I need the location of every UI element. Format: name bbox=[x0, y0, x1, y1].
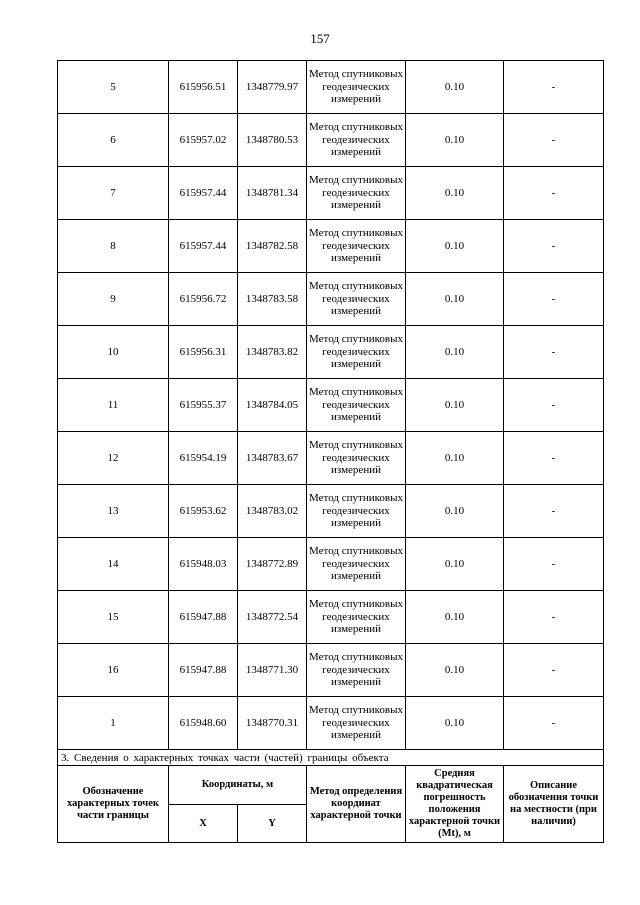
method-cell: Метод спутниковых геодезических измерений bbox=[307, 273, 406, 326]
table-row bbox=[58, 114, 604, 167]
point-number: 15 bbox=[58, 591, 169, 644]
coordinate-x: 615954.19 bbox=[169, 432, 238, 485]
point-description: - bbox=[504, 220, 604, 273]
accuracy-value: 0.10 bbox=[406, 538, 504, 591]
point-description: - bbox=[504, 167, 604, 220]
method-cell: Метод спутниковых геодезических измерений bbox=[307, 326, 406, 379]
point-number: 8 bbox=[58, 220, 169, 273]
coordinate-y: 1348783.82 bbox=[238, 326, 307, 379]
table-row bbox=[58, 485, 604, 538]
point-description: - bbox=[504, 61, 604, 114]
table-row bbox=[58, 644, 604, 697]
coordinate-y: 1348783.58 bbox=[238, 273, 307, 326]
point-number: 6 bbox=[58, 114, 169, 167]
coordinate-x: 615948.03 bbox=[169, 538, 238, 591]
point-description: - bbox=[504, 379, 604, 432]
coordinate-y: 1348779.97 bbox=[238, 61, 307, 114]
coordinate-x: 615955.37 bbox=[169, 379, 238, 432]
boundary-points-table bbox=[57, 60, 604, 843]
accuracy-value: 0.10 bbox=[406, 273, 504, 326]
accuracy-value: 0.10 bbox=[406, 485, 504, 538]
coordinate-x: 615957.44 bbox=[169, 167, 238, 220]
point-number: 13 bbox=[58, 485, 169, 538]
point-number: 5 bbox=[58, 61, 169, 114]
method-cell: Метод спутниковых геодезических измерений bbox=[307, 591, 406, 644]
coordinate-y: 1348770.31 bbox=[238, 697, 307, 750]
point-description: - bbox=[504, 644, 604, 697]
coordinate-x: 615956.72 bbox=[169, 273, 238, 326]
coordinate-x: 615948.60 bbox=[169, 697, 238, 750]
table-row bbox=[58, 61, 604, 114]
header-coordinates: Координаты, м bbox=[169, 766, 307, 805]
accuracy-value: 0.10 bbox=[406, 379, 504, 432]
coordinate-y: 1348771.30 bbox=[238, 644, 307, 697]
point-description: - bbox=[504, 432, 604, 485]
coordinate-y: 1348783.67 bbox=[238, 432, 307, 485]
section-3-header bbox=[58, 750, 604, 843]
header-accuracy: Средняя квадратическая погрешность положения характерной точки (Mt), м bbox=[406, 766, 504, 843]
point-description: - bbox=[504, 273, 604, 326]
table-row bbox=[58, 273, 604, 326]
point-description: - bbox=[504, 697, 604, 750]
point-description: - bbox=[504, 591, 604, 644]
header-x: X bbox=[169, 805, 238, 843]
method-cell: Метод спутниковых геодезических измерений bbox=[307, 379, 406, 432]
table-row bbox=[58, 591, 604, 644]
point-number: 7 bbox=[58, 167, 169, 220]
table-row bbox=[58, 220, 604, 273]
method-cell: Метод спутниковых геодезических измерений bbox=[307, 644, 406, 697]
point-number: 14 bbox=[58, 538, 169, 591]
point-number: 16 bbox=[58, 644, 169, 697]
coordinate-y: 1348772.54 bbox=[238, 591, 307, 644]
table-row bbox=[58, 697, 604, 750]
table-row bbox=[58, 432, 604, 485]
coordinate-x: 615947.88 bbox=[169, 644, 238, 697]
accuracy-value: 0.10 bbox=[406, 61, 504, 114]
accuracy-value: 0.10 bbox=[406, 591, 504, 644]
coordinate-x: 615956.31 bbox=[169, 326, 238, 379]
method-cell: Метод спутниковых геодезических измерений bbox=[307, 485, 406, 538]
table-row bbox=[58, 167, 604, 220]
page-number: 157 bbox=[310, 31, 330, 46]
method-cell: Метод спутниковых геодезических измерений bbox=[307, 220, 406, 273]
method-cell: Метод спутниковых геодезических измерений bbox=[307, 432, 406, 485]
accuracy-value: 0.10 bbox=[406, 432, 504, 485]
method-cell: Метод спутниковых геодезических измерений bbox=[307, 61, 406, 114]
table-body bbox=[58, 61, 604, 750]
accuracy-value: 0.10 bbox=[406, 167, 504, 220]
method-cell: Метод спутниковых геодезических измерений bbox=[307, 167, 406, 220]
point-description: - bbox=[504, 485, 604, 538]
section-heading: 3. Сведения о характерных точках части (частей) границы объекта bbox=[58, 750, 604, 766]
point-description: - bbox=[504, 538, 604, 591]
coordinate-y: 1348783.02 bbox=[238, 485, 307, 538]
coordinate-y: 1348782.58 bbox=[238, 220, 307, 273]
header-description: Описание обозначения точки на местности (при наличии) bbox=[504, 766, 604, 843]
method-cell: Метод спутниковых геодезических измерений bbox=[307, 114, 406, 167]
coordinate-y: 1348772.89 bbox=[238, 538, 307, 591]
accuracy-value: 0.10 bbox=[406, 697, 504, 750]
coordinate-y: 1348784.05 bbox=[238, 379, 307, 432]
coordinate-y: 1348781.34 bbox=[238, 167, 307, 220]
accuracy-value: 0.10 bbox=[406, 326, 504, 379]
point-number: 11 bbox=[58, 379, 169, 432]
coordinate-x: 615953.62 bbox=[169, 485, 238, 538]
point-number: 10 bbox=[58, 326, 169, 379]
coordinate-x: 615947.88 bbox=[169, 591, 238, 644]
header-method: Метод определения координат характерной точки bbox=[307, 766, 406, 843]
table-row bbox=[58, 379, 604, 432]
point-description: - bbox=[504, 114, 604, 167]
accuracy-value: 0.10 bbox=[406, 220, 504, 273]
accuracy-value: 0.10 bbox=[406, 114, 504, 167]
point-number: 9 bbox=[58, 273, 169, 326]
table-row bbox=[58, 326, 604, 379]
method-cell: Метод спутниковых геодезических измерений bbox=[307, 538, 406, 591]
coordinate-x: 615957.02 bbox=[169, 114, 238, 167]
header-point-designation: Обозначение характерных точек части границы bbox=[58, 766, 169, 843]
coordinate-x: 615957.44 bbox=[169, 220, 238, 273]
header-y: Y bbox=[238, 805, 307, 843]
accuracy-value: 0.10 bbox=[406, 644, 504, 697]
coordinate-y: 1348780.53 bbox=[238, 114, 307, 167]
point-number: 1 bbox=[58, 697, 169, 750]
coordinate-x: 615956.51 bbox=[169, 61, 238, 114]
method-cell: Метод спутниковых геодезических измерений bbox=[307, 697, 406, 750]
point-description: - bbox=[504, 326, 604, 379]
table-row bbox=[58, 538, 604, 591]
point-number: 12 bbox=[58, 432, 169, 485]
